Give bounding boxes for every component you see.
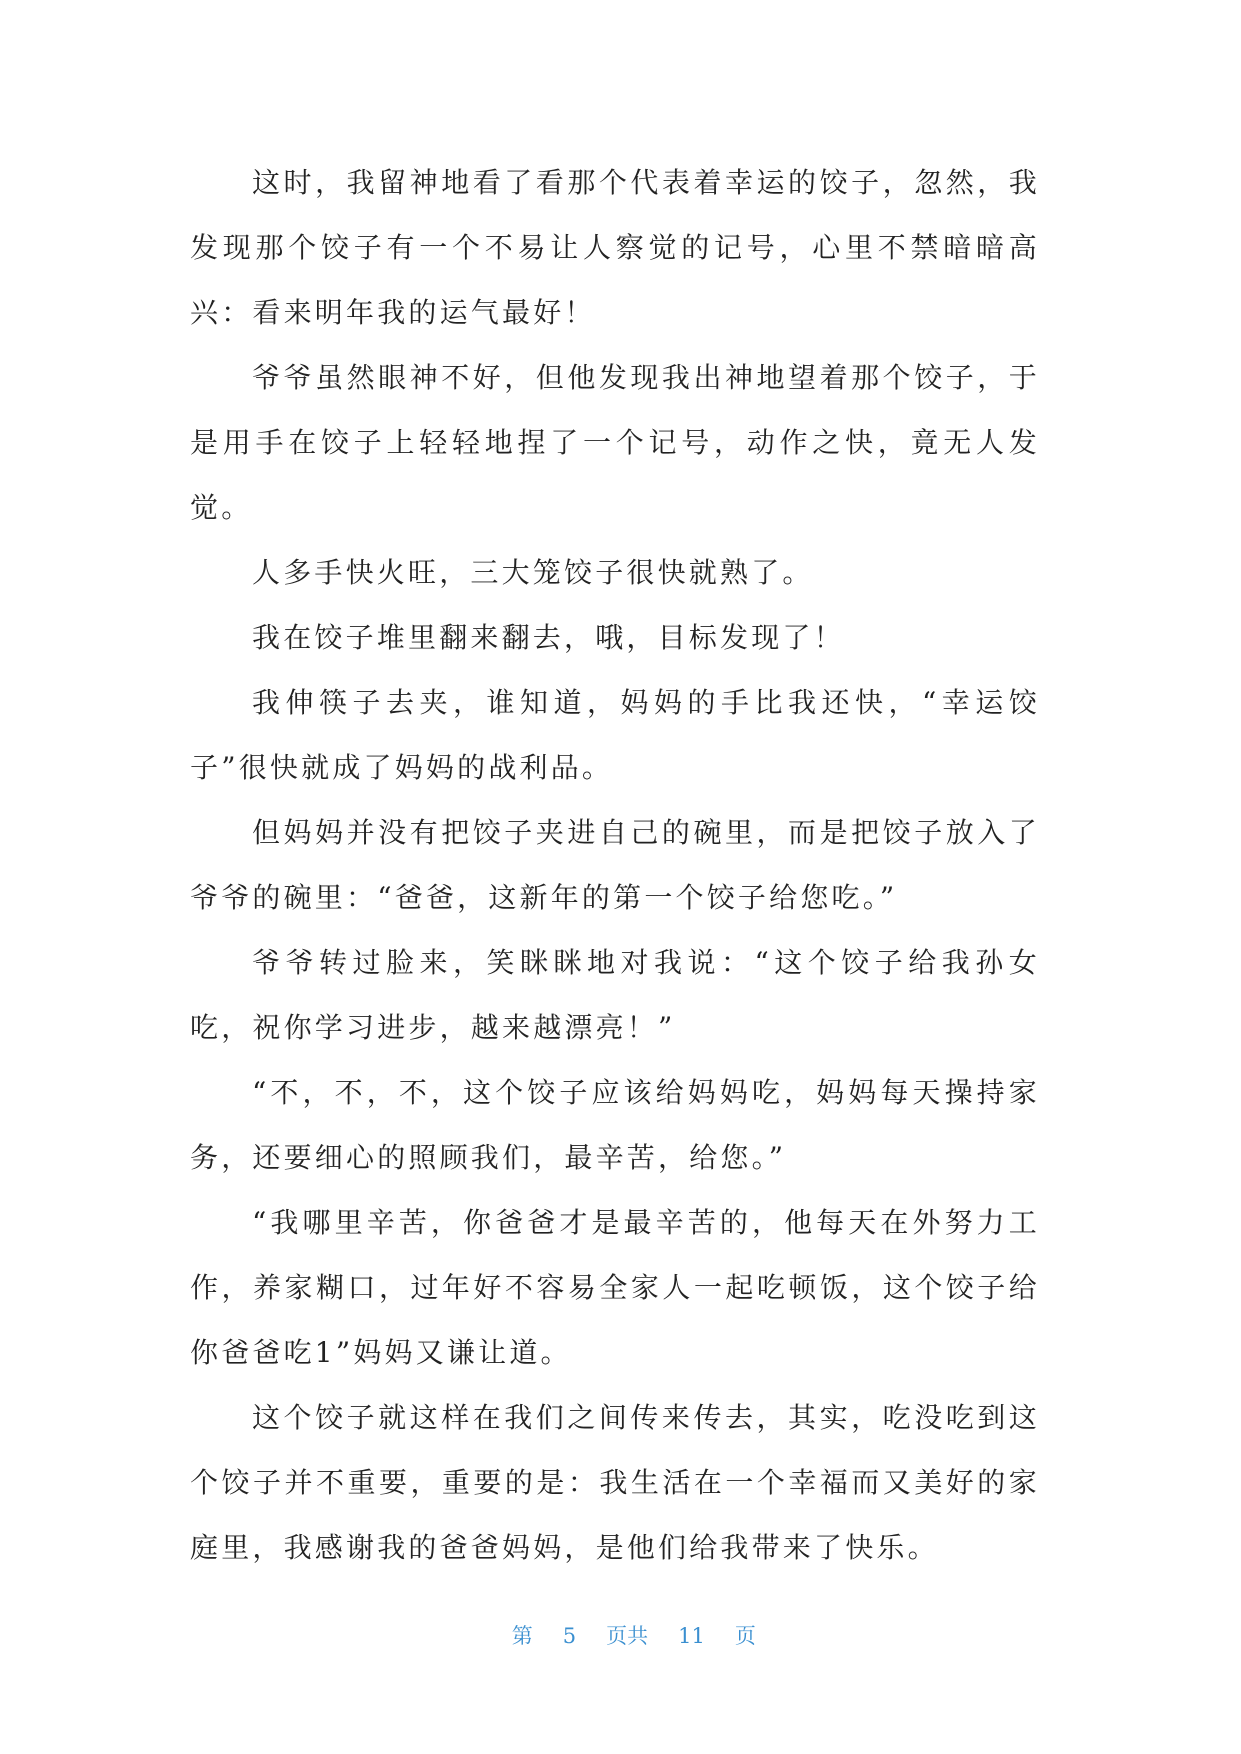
paragraph: 人多手快火旺，三大笼饺子很快就熟了。 bbox=[252, 556, 814, 589]
paragraph: “我哪里辛苦，你爸爸才是最辛苦的，他每天在外努力工作，养家糊口，过年好不容易全家人一起吃顿饭，这个饺子给你爸爸吃1”妈妈又谦让道。 bbox=[190, 1206, 1040, 1369]
body-text bbox=[190, 150, 1040, 1580]
paragraph: 我伸筷子去夹，谁知道，妈妈的手比我还快，“幸运饺子”很快就成了妈妈的战利品。 bbox=[190, 686, 1040, 784]
page-suffix: 页 bbox=[734, 1624, 756, 1648]
paragraph: 但妈妈并没有把饺子夹进自己的碗里，而是把饺子放入了爷爷的碗里：“爸爸，这新年的第一个饺子给您吃。” bbox=[190, 816, 1040, 914]
page-mid: 页共 bbox=[606, 1624, 649, 1648]
paragraph: 这个饺子就这样在我们之间传来传去，其实，吃没吃到这个饺子并不重要，重要的是：我生活在一个幸福而又美好的家庭里，我感谢我的爸爸妈妈，是他们给我带来了快乐。 bbox=[190, 1401, 1040, 1564]
paragraph: 爷爷转过脸来，笑眯眯地对我说：“这个饺子给我孙女吃，祝你学习进步，越来越漂亮！” bbox=[190, 946, 1040, 1044]
paragraph: “不，不，不，这个饺子应该给妈妈吃，妈妈每天操持家务，还要细心的照顾我们，最辛苦，给您。” bbox=[190, 1076, 1040, 1174]
page-prefix: 第 bbox=[511, 1624, 533, 1648]
paragraph: 这时，我留神地看了看那个代表着幸运的饺子，忽然，我发现那个饺子有一个不易让人察觉的记号，心里不禁暗暗高兴：看来明年我的运气最好！ bbox=[190, 166, 1040, 329]
page-footer bbox=[0, 1596, 1241, 1674]
paragraph: 爷爷虽然眼神不好，但他发现我出神地望着那个饺子，于是用手在饺子上轻轻地捏了一个记号，动作之快，竟无人发觉。 bbox=[190, 361, 1040, 524]
total-pages-number: 11 bbox=[678, 1624, 705, 1648]
paragraph: 我在饺子堆里翻来翻去，哦，目标发现了！ bbox=[252, 621, 845, 654]
current-page-number: 5 bbox=[562, 1624, 577, 1648]
